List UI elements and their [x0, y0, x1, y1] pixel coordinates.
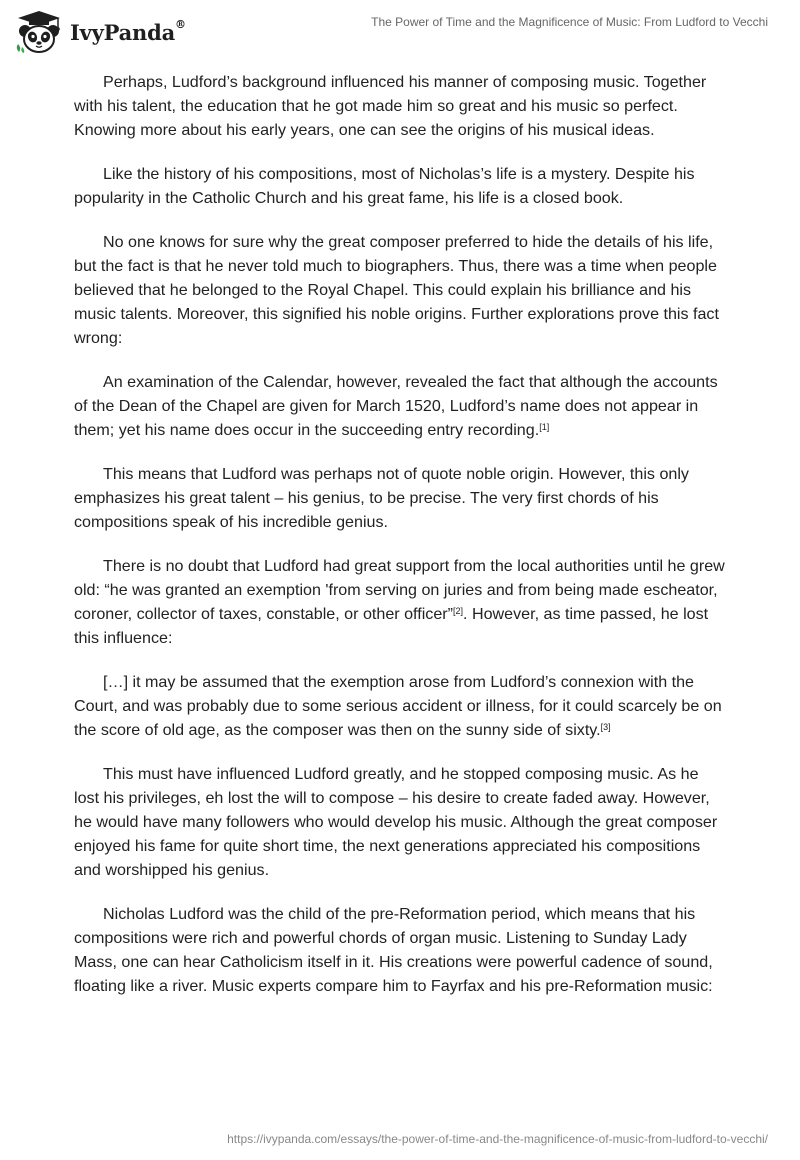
- panda-graduation-cap-icon: [14, 10, 64, 54]
- paragraph: Perhaps, Ludford’s background influenced his manner of composing music. Together with his talent, the education that he got made him so great and his music so perfect. Knowing more about his early years, one can see the origins of his musical ideas.: [74, 73, 707, 139]
- document-title: The Power of Time and the Magnificence of Music: From Ludford to Vecchi: [371, 15, 768, 29]
- paragraph: Nicholas Ludford was the child of the pre-Reformation period, which means that his compositions were rich and powerful chords of organ music. Listening to Sunday Lady Mass, one can hear Catholicism itself in it. His creations were powerful cadence of sound, floating like a river. Music experts compare him to Fayrfax and his pre-Reformation music:: [74, 905, 713, 995]
- footnote-ref[interactable]: [2]: [453, 606, 464, 616]
- page-header: [0, 0, 800, 60]
- ivypanda-logo[interactable]: [14, 8, 192, 56]
- paragraph: This must have influenced Ludford greatly, and he stopped composing music. As he lost his privileges, eh lost the will to compose – his desire to create faded away. However, he would have many followers who would develop his music. Although the great composer enjoyed his fame for quite short time, the next generations appreciated his compositions and worshipped his genius.: [74, 765, 718, 879]
- paragraph: No one knows for sure why the great composer preferred to hide the details of his life, but the fact is that he never told much to biographers. Thus, there was a time when people believed that he belonged to the Royal Chapel. This could explain his brilliance and his music talents. Moreover, this signified his noble origins. Further explorations prove this fact wrong:: [74, 233, 719, 347]
- quote-paragraph: […] it may be assumed that the exemption arose from Ludford’s connexion with the Court, and was probably due to some serious accident or illness, for it could scarcely be on the score of old age, as the composer was then on the sunny side of sixty.[3]: [74, 673, 722, 739]
- paragraph: This means that Ludford was perhaps not of quote noble origin. However, this only emphasizes his great talent – his genius, to be precise. The very first chords of his compositions speak of his incredible genius.: [74, 465, 689, 531]
- paragraph: There is no doubt that Ludford had great support from the local authorities until he grew old: “he was granted an exemption 'from serving on juries and from being made escheator, coroner, collector of taxes, constable, or other officer”[2]. However, as time passed, he lost this influence:: [74, 557, 725, 647]
- footnote-ref[interactable]: [3]: [600, 722, 611, 732]
- paragraph: Like the history of his compositions, most of Nicholas’s life is a mystery. Despite his popularity in the Catholic Church and his great fame, his life is a closed book.: [74, 165, 695, 207]
- logo-wordmark: IvyPanda®: [70, 17, 186, 45]
- quote-paragraph: An examination of the Calendar, however, revealed the fact that although the accounts of the Dean of the Chapel are given for March 1520, Ludford’s name does not appear in them; yet his name does occur in the succeeding entry recording.[1]: [74, 373, 718, 439]
- footnote-ref[interactable]: [1]: [539, 422, 550, 432]
- essay-body: [74, 70, 728, 1018]
- source-url[interactable]: https://ivypanda.com/essays/the-power-of-time-and-the-magnificence-of-music-from-ludford-to-vecchi/: [227, 1132, 768, 1146]
